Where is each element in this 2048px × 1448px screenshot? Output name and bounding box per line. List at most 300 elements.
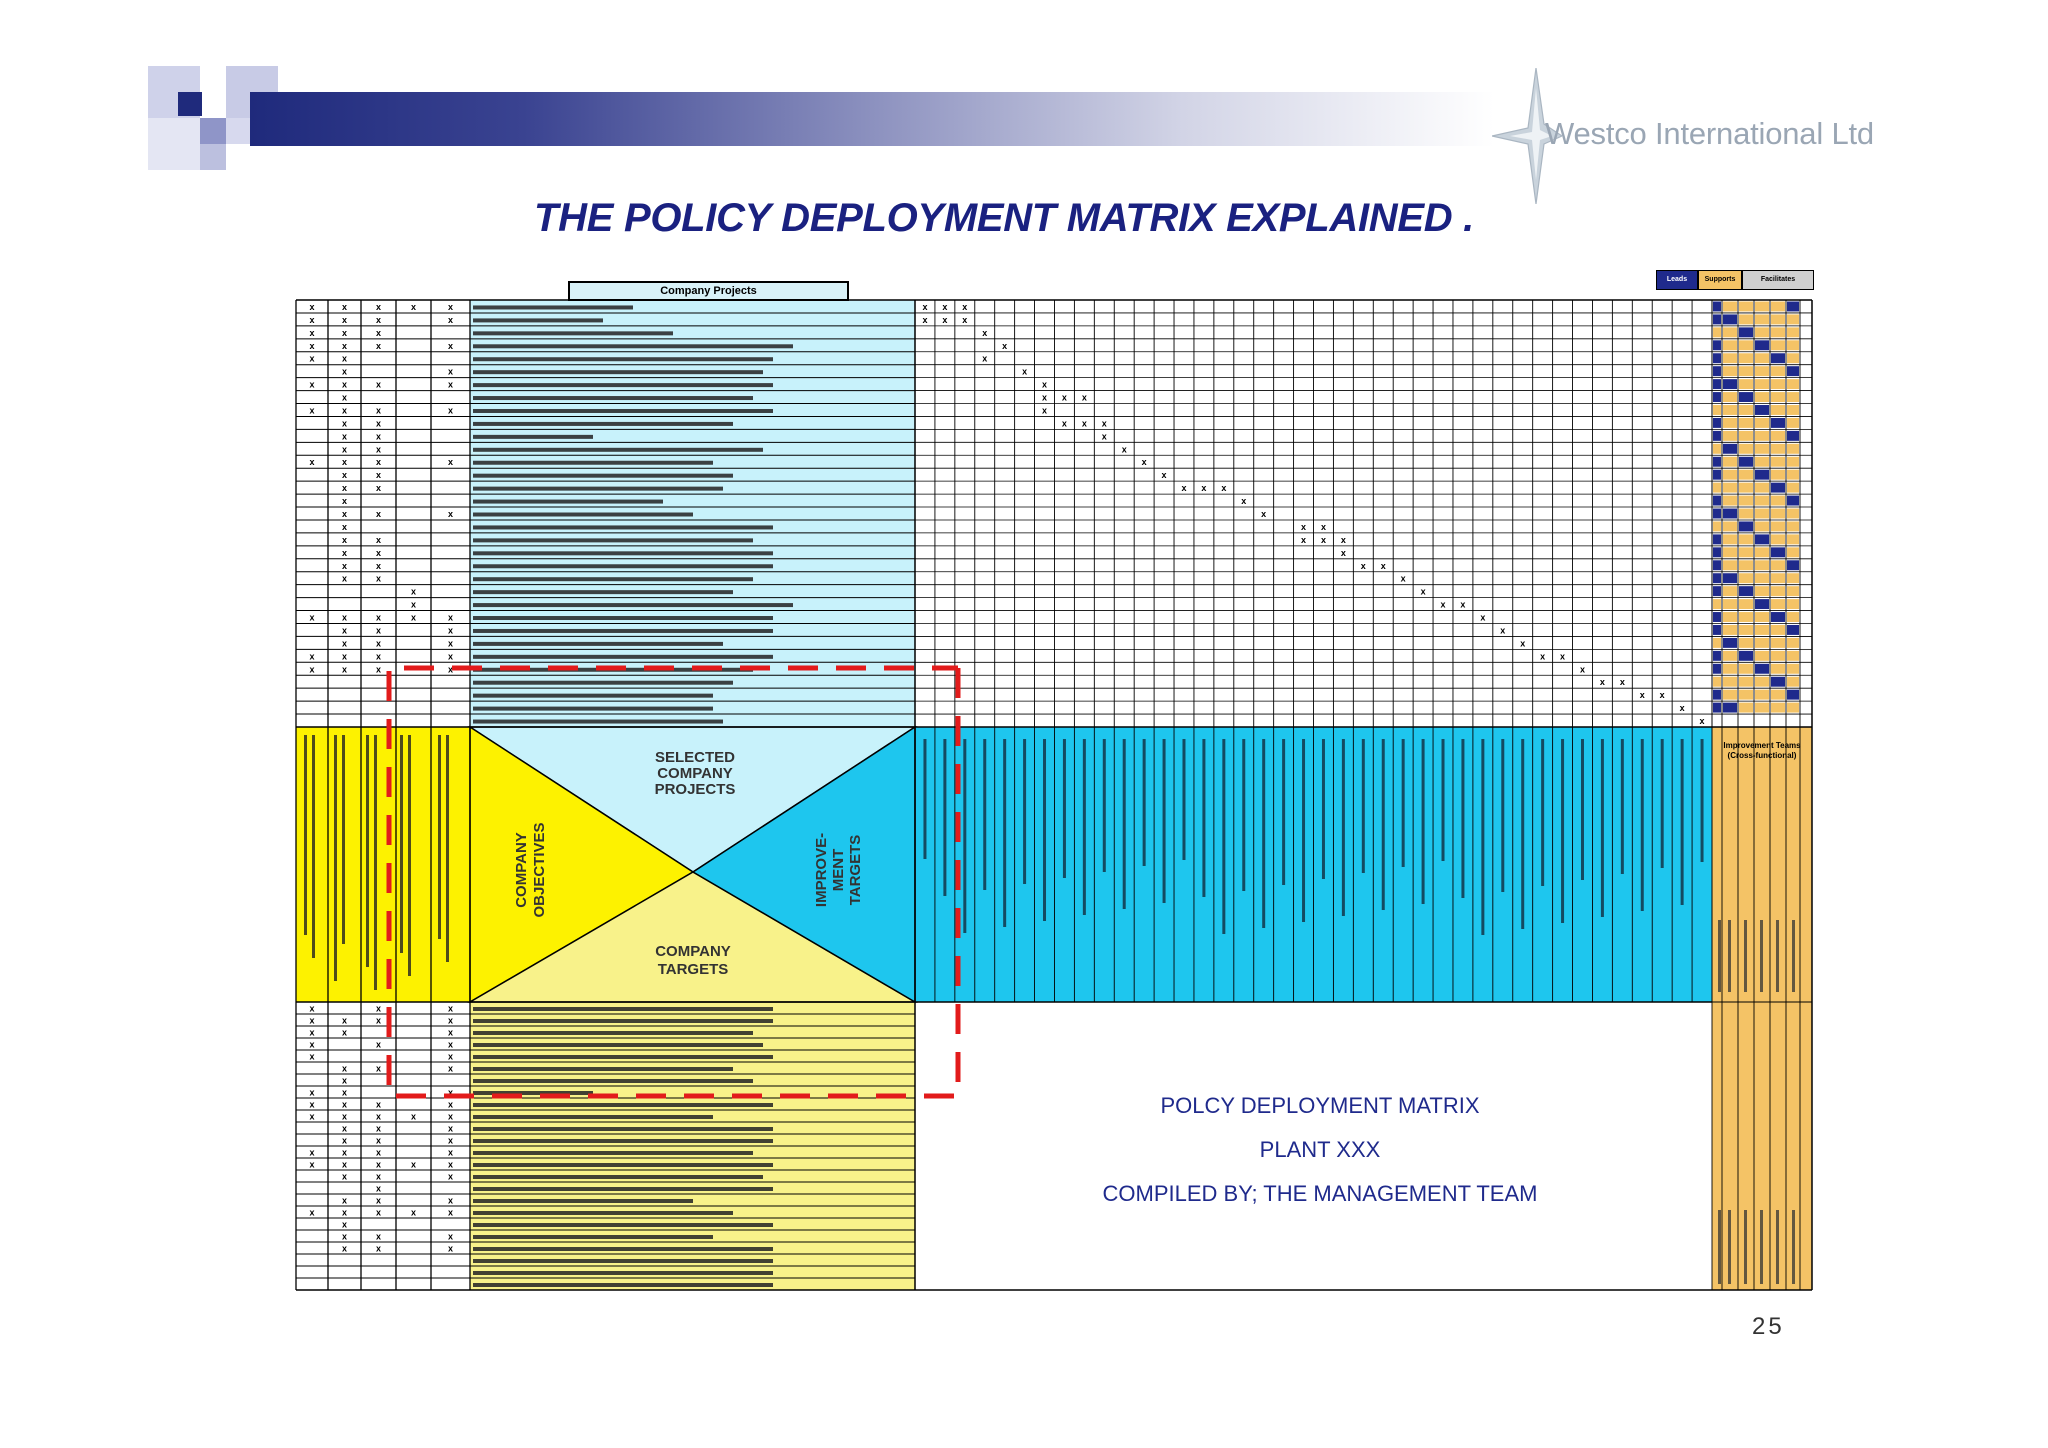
team-cell: [1771, 327, 1785, 337]
x-mark: x: [341, 353, 348, 364]
team-cell: [1713, 418, 1721, 428]
team-cell: [1739, 573, 1753, 583]
team-cell: [1723, 431, 1737, 441]
team-cell: [1755, 457, 1769, 467]
team-cell: [1713, 327, 1721, 337]
improvement-targets-label: MENT: [830, 848, 847, 892]
company-projects-header: Company Projects: [568, 281, 849, 301]
team-cell: [1755, 690, 1769, 700]
team-cell: [1771, 664, 1785, 674]
x-mark: x: [309, 1099, 315, 1110]
team-cell: [1723, 586, 1737, 596]
project-row-text: [473, 681, 733, 685]
x-mark: x: [1560, 651, 1566, 662]
x-mark: x: [1022, 366, 1028, 377]
x-mark: x: [341, 1123, 348, 1134]
improvement-target-text: [1023, 739, 1026, 884]
x-mark: x: [1540, 651, 1546, 662]
team-cell: [1771, 431, 1785, 441]
team-cell: [1713, 560, 1721, 570]
x-mark: x: [341, 1063, 348, 1074]
x-mark: x: [1301, 521, 1307, 532]
x-mark: x: [341, 301, 348, 312]
team-cell: [1787, 586, 1799, 596]
team-name-text: [1792, 920, 1795, 992]
company-objectives-label: OBJECTIVES: [531, 822, 548, 918]
team-cell: [1755, 444, 1769, 454]
x-mark: x: [309, 1087, 315, 1098]
team-cell: [1771, 677, 1785, 687]
company-targets-label: COMPANY: [655, 943, 731, 960]
x-mark: x: [447, 1123, 454, 1134]
x-mark: x: [341, 1135, 348, 1146]
target-row-text: [473, 1259, 773, 1263]
project-row-text: [473, 396, 753, 400]
project-row-text: [473, 564, 773, 568]
x-mark: x: [375, 547, 382, 558]
x-mark: x: [341, 431, 348, 442]
team-cell: [1787, 677, 1799, 687]
team-cell: [1723, 612, 1737, 622]
x-mark: x: [341, 1171, 348, 1182]
x-mark: x: [341, 366, 348, 377]
x-mark: x: [447, 1027, 454, 1038]
x-mark: x: [341, 1207, 348, 1218]
x-mark: x: [341, 444, 348, 455]
x-mark: x: [942, 301, 948, 312]
objective-text: [366, 735, 369, 967]
project-row-text: [473, 318, 603, 322]
x-mark: x: [341, 314, 348, 325]
x-mark: x: [962, 301, 968, 312]
improvement-target-text: [1163, 739, 1166, 903]
improvement-target-text: [1063, 739, 1066, 878]
x-mark: x: [1340, 547, 1346, 558]
x-mark: x: [341, 496, 348, 507]
team-cell: [1713, 638, 1721, 648]
project-row-text: [473, 577, 753, 581]
team-cell: [1713, 444, 1721, 454]
team-cell: [1723, 509, 1737, 519]
info-line-3: COMPILED BY; THE MANAGEMENT TEAM: [1102, 1181, 1538, 1206]
project-row-text: [473, 331, 673, 335]
target-row-text: [473, 1199, 693, 1203]
team-cell: [1739, 560, 1753, 570]
x-mark: x: [1121, 444, 1127, 455]
team-cell: [1739, 379, 1753, 389]
x-mark: x: [341, 483, 348, 494]
x-mark: x: [447, 1147, 454, 1158]
team-cell: [1787, 509, 1799, 519]
team-cell: [1755, 573, 1769, 583]
x-mark: x: [341, 1147, 348, 1158]
x-mark: x: [309, 1039, 315, 1050]
team-cell: [1771, 521, 1785, 531]
improvement-teams-label: (Cross-functional): [1727, 751, 1797, 760]
project-row-text: [473, 603, 793, 607]
team-cell: [1723, 302, 1737, 312]
x-mark: x: [1320, 521, 1326, 532]
team-cell: [1713, 534, 1721, 544]
x-mark: x: [309, 612, 315, 623]
project-row-text: [473, 538, 753, 542]
x-mark: x: [341, 509, 348, 519]
legend-facilitates: Facilitates: [1742, 270, 1814, 290]
team-cell: [1723, 366, 1737, 376]
team-cell: [1713, 470, 1721, 480]
objective-text: [312, 735, 315, 958]
team-cell: [1755, 340, 1769, 350]
team-cell: [1771, 534, 1785, 544]
team-cell: [1787, 521, 1799, 531]
objectives-vertical-labels: [296, 727, 470, 1002]
x-mark: x: [447, 1087, 454, 1098]
team-cell: [1739, 664, 1753, 674]
project-row-text: [473, 551, 773, 555]
team-cell: [1755, 703, 1769, 713]
target-row-text: [473, 1235, 713, 1239]
x-mark: x: [447, 1003, 454, 1014]
company-objectives-label: COMPANY: [513, 832, 530, 908]
team-cell: [1723, 353, 1737, 363]
team-cell: [1713, 690, 1721, 700]
improvement-target-text: [1402, 739, 1405, 867]
team-cell: [1723, 573, 1737, 583]
x-mark: x: [341, 418, 348, 429]
team-cell: [1739, 586, 1753, 596]
x-mark: x: [1380, 560, 1386, 571]
x-mark: x: [447, 405, 454, 416]
improvement-target-text: [1143, 739, 1146, 866]
x-mark: x: [309, 1111, 315, 1122]
improvement-target-text: [1362, 739, 1365, 873]
team-cell: [1755, 470, 1769, 480]
improvement-target-text: [1641, 739, 1644, 911]
improvement-target-text: [1701, 739, 1704, 862]
team-cell: [1755, 496, 1769, 506]
x-mark: x: [410, 1111, 417, 1122]
x-mark: x: [375, 483, 382, 494]
x-mark: x: [375, 1207, 382, 1218]
team-cell: [1713, 612, 1721, 622]
target-row-text: [473, 1187, 773, 1191]
x-mark: x: [1261, 509, 1267, 519]
x-mark: x: [309, 1159, 315, 1170]
objective-text: [374, 735, 377, 990]
team-cell: [1739, 483, 1753, 493]
info-line-2: PLANT XXX: [1259, 1137, 1381, 1162]
improvement-target-text: [983, 739, 986, 890]
x-mark: x: [309, 651, 315, 662]
x-mark: x: [447, 1195, 454, 1206]
team-cell: [1771, 379, 1785, 389]
team-cell: [1739, 677, 1753, 687]
x-mark: x: [1659, 690, 1665, 701]
target-row-text: [473, 1211, 733, 1215]
team-cell: [1723, 625, 1737, 635]
x-mark: x: [410, 1159, 417, 1170]
improvement-teams-column: [1712, 727, 1812, 1290]
team-cell: [1771, 302, 1785, 312]
x-mark: x: [309, 353, 315, 364]
team-cell: [1771, 638, 1785, 648]
improvement-target-text: [963, 739, 966, 933]
x-mark: x: [375, 470, 382, 481]
x-mark: x: [375, 301, 382, 312]
project-row-text: [473, 370, 763, 374]
project-row-text: [473, 616, 773, 620]
x-mark: x: [447, 651, 454, 662]
objective-text: [446, 735, 449, 962]
company-targets-label: TARGETS: [657, 961, 729, 978]
team-cell: [1787, 457, 1799, 467]
x-mark: x: [341, 560, 348, 571]
x-mark: x: [341, 1075, 348, 1086]
improvement-teams-label: Improvement Teams: [1723, 741, 1801, 750]
x-mark: x: [341, 470, 348, 481]
team-name-text: [1744, 920, 1747, 992]
team-cell: [1739, 314, 1753, 324]
team-cell: [1755, 509, 1769, 519]
improvement-target-text: [1103, 739, 1106, 872]
team-cell: [1787, 327, 1799, 337]
x-mark: x: [309, 340, 315, 351]
x-mark: x: [410, 612, 417, 623]
team-cell: [1739, 431, 1753, 441]
project-row-text: [473, 344, 793, 348]
team-cell: [1771, 703, 1785, 713]
improvement-target-text: [1422, 739, 1425, 904]
x-mark: x: [375, 314, 382, 325]
team-cell: [1787, 573, 1799, 583]
team-cell: [1739, 509, 1753, 519]
team-cell: [1713, 664, 1721, 674]
project-row-text: [473, 383, 773, 387]
x-mark: x: [1520, 638, 1526, 649]
x-mark: x: [341, 547, 348, 558]
x-mark: x: [982, 327, 988, 338]
team-cell: [1787, 405, 1799, 415]
project-row-text: [473, 474, 733, 478]
team-cell: [1723, 496, 1737, 506]
x-mark: x: [341, 1087, 348, 1098]
x-mark: x: [341, 573, 348, 584]
target-row-text: [473, 1283, 773, 1287]
info-line-1: POLCY DEPLOYMENT MATRIX: [1160, 1093, 1480, 1118]
x-mark: x: [1619, 677, 1625, 688]
improvement-target-text: [1382, 739, 1385, 910]
x-mark: x: [375, 1063, 382, 1074]
x-mark: x: [1201, 483, 1207, 494]
team-cell: [1739, 547, 1753, 557]
objective-text: [342, 735, 345, 944]
improvement-target-text: [1601, 739, 1604, 917]
team-cell: [1739, 651, 1753, 661]
team-cell: [1723, 418, 1737, 428]
x-mark: x: [375, 1039, 382, 1050]
x-mark: x: [375, 651, 382, 662]
x-mark: x: [341, 638, 348, 649]
team-cell: [1755, 664, 1769, 674]
team-cell: [1771, 444, 1785, 454]
x-mark: x: [341, 405, 348, 416]
team-cell: [1739, 418, 1753, 428]
project-row-text: [473, 655, 773, 659]
legend-leads: Leads: [1656, 270, 1698, 290]
x-mark: x: [309, 1003, 315, 1014]
team-cell: [1787, 496, 1799, 506]
team-cell: [1723, 470, 1737, 480]
x-mark: x: [447, 1015, 454, 1026]
x-mark: x: [309, 1015, 315, 1026]
team-cell: [1713, 599, 1721, 609]
x-mark: x: [1081, 392, 1087, 403]
team-cell: [1755, 612, 1769, 622]
team-cell: [1713, 573, 1721, 583]
x-mark: x: [341, 651, 348, 662]
improvement-target-text: [1262, 739, 1265, 928]
x-mark: x: [447, 1051, 454, 1062]
team-cell: [1771, 651, 1785, 661]
x-mark: x: [1161, 470, 1167, 481]
x-mark: x: [375, 1243, 382, 1254]
team-cell: [1723, 457, 1737, 467]
x-mark: x: [341, 612, 348, 623]
team-cell: [1787, 560, 1799, 570]
team-cell: [1739, 599, 1753, 609]
x-mark: x: [447, 1111, 454, 1122]
x-mark: x: [1061, 418, 1067, 429]
x-mark: x: [375, 612, 382, 623]
x-mark: x: [942, 314, 948, 325]
x-mark: x: [447, 314, 454, 325]
x-mark: x: [1141, 457, 1147, 468]
x-mark: x: [375, 664, 382, 675]
improvement-target-text: [1242, 739, 1245, 891]
x-mark: x: [341, 1015, 348, 1026]
project-row-text: [473, 435, 593, 439]
team-cell: [1771, 560, 1785, 570]
x-mark: x: [1579, 664, 1585, 675]
x-mark: x: [1679, 703, 1685, 714]
team-cell: [1755, 521, 1769, 531]
team-cell: [1787, 703, 1799, 713]
team-cell: [1755, 392, 1769, 402]
team-cell: [1723, 547, 1737, 557]
team-cell: [1787, 651, 1799, 661]
x-mark: x: [341, 1231, 348, 1242]
target-row-text: [473, 1043, 763, 1047]
improvement-target-text: [923, 739, 926, 859]
x-mark: x: [341, 534, 348, 545]
x-mark: x: [447, 509, 454, 519]
improvement-target-text: [1501, 739, 1504, 892]
team-name-text: [1776, 920, 1779, 992]
team-cell: [1787, 353, 1799, 363]
legend-supports: Supports: [1698, 270, 1742, 290]
improvement-target-text: [1083, 739, 1086, 915]
team-cell: [1713, 353, 1721, 363]
improvement-target-text: [1481, 739, 1484, 935]
team-cell: [1755, 405, 1769, 415]
improvement-target-text: [1342, 739, 1345, 916]
x-mark: x: [1042, 405, 1048, 416]
x-mark: x: [1002, 340, 1008, 351]
team-cell: [1739, 340, 1753, 350]
target-row-text: [473, 1151, 753, 1155]
x-mark: x: [341, 1159, 348, 1170]
x-mark: x: [922, 314, 928, 325]
x-mark: x: [447, 379, 454, 390]
x-mark: x: [1420, 586, 1426, 597]
team-cell: [1787, 690, 1799, 700]
x-mark: x: [447, 1231, 454, 1242]
team-cell: [1723, 340, 1737, 350]
team-cell: [1755, 353, 1769, 363]
x-mark: x: [447, 301, 454, 312]
team-cell: [1787, 534, 1799, 544]
team-cell: [1739, 638, 1753, 648]
team-cell: [1713, 431, 1721, 441]
team-cell: [1739, 612, 1753, 622]
team-cell: [1787, 470, 1799, 480]
x-mark: x: [447, 625, 454, 636]
team-cell: [1713, 340, 1721, 350]
x-mark: x: [309, 664, 315, 675]
x-mark: x: [1081, 418, 1087, 429]
x-mark: x: [1639, 690, 1645, 701]
x-mark: x: [447, 340, 454, 351]
team-cell: [1787, 612, 1799, 622]
improvement-target-text: [1123, 739, 1126, 909]
x-mark: x: [375, 1111, 382, 1122]
x-mark: x: [447, 1135, 454, 1146]
x-mark: x: [309, 405, 315, 416]
team-cell: [1713, 703, 1721, 713]
selected-projects-label: PROJECTS: [654, 781, 736, 798]
team-cell: [1771, 625, 1785, 635]
x-mark: x: [1599, 677, 1605, 688]
team-cell: [1771, 470, 1785, 480]
team-cell: [1723, 327, 1737, 337]
project-row-text: [473, 422, 733, 426]
team-cell: [1787, 638, 1799, 648]
team-cell: [1755, 483, 1769, 493]
team-name-text: [1744, 1210, 1747, 1284]
target-row-text: [473, 1103, 773, 1107]
x-mark: x: [375, 573, 382, 584]
team-cell: [1739, 534, 1753, 544]
team-cell: [1787, 625, 1799, 635]
team-cell: [1723, 599, 1737, 609]
x-mark: x: [309, 457, 315, 468]
x-mark: x: [375, 431, 382, 442]
team-cell: [1755, 431, 1769, 441]
x-mark: x: [1241, 496, 1247, 507]
x-mark: x: [309, 379, 315, 390]
improvement-target-text: [1561, 739, 1564, 923]
team-cell: [1723, 690, 1737, 700]
improvement-target-text: [1581, 739, 1584, 880]
target-row-text: [473, 1247, 773, 1251]
team-cell: [1771, 599, 1785, 609]
x-mark: x: [341, 1219, 348, 1230]
x-mark: x: [447, 1063, 454, 1074]
team-cell: [1755, 560, 1769, 570]
improvement-target-text: [1222, 739, 1225, 934]
x-mark: x: [309, 1147, 315, 1158]
team-cell: [1713, 366, 1721, 376]
